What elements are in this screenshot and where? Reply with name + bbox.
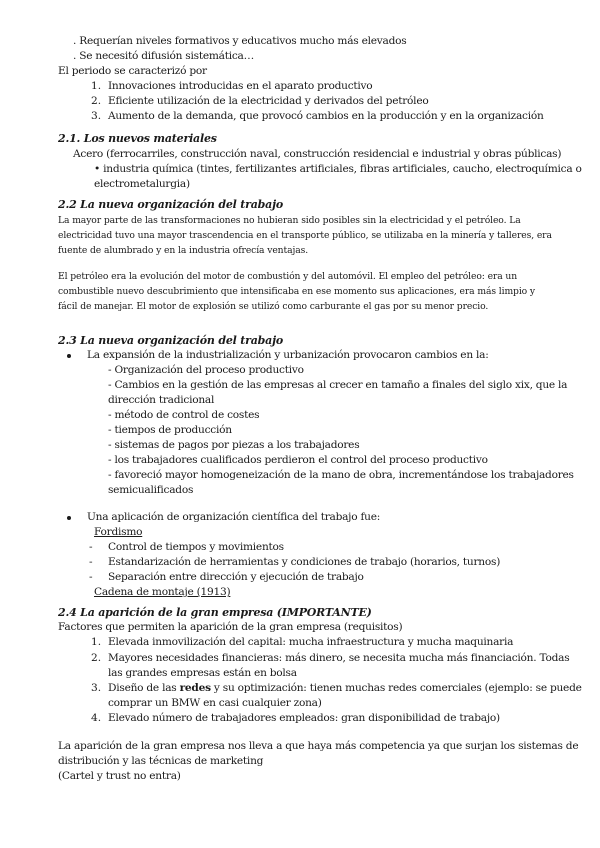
bullet-text: Una aplicación de organización científica del trabajo fue: [87,511,381,523]
redes-bold: redes [179,682,211,694]
dash-mark: - [89,571,93,583]
intro-line-1: . Requerían niveles formativos y educativos mucho más elevados [73,35,407,47]
list-item: Innovaciones introducidas en el aparato productivo [108,80,373,92]
sub-item: - Organización del proceso productivo [108,364,304,376]
intro-line-2: . Se necesitó difusión sistemática… [73,50,254,62]
section-heading-2-2: 2.2 La nueva organización del trabajo [58,198,283,211]
bullet-icon [67,354,71,358]
cadena-label: Cadena de montaje (1913) [94,586,231,598]
sub-item: semicualificados [108,484,194,496]
paragraph-line: electricidad tuvo una mayor trascendencia en el transporte público, se utilizaba en la minería y talleres, era [58,230,552,241]
quimica-line-1: • industria química (tintes, fertilizantes artificiales, fibras artificiales, caucho, electroquímica o [94,163,582,175]
list-item-pre: Diseño de las [108,682,180,694]
paragraph-line: El petróleo era la evolución del motor de combustión y del automóvil. El empleo del petróleo: era un [58,271,518,282]
list-item-cont: comprar un BMW en casi cualquier zona) [108,697,322,709]
list-number: 1. [91,636,102,648]
section-heading-2-1: 2.1. Los nuevos materiales [58,132,217,145]
list-item-cont: las grandes empresas están en bolsa [108,667,297,679]
paragraph-line: fuente de alumbrado y en la industria ofrecía ventajas. [58,245,309,256]
paragraph-line: La mayor parte de las transformaciones no hubieran sido posibles sin la electricidad y el petróleo. La [58,215,521,226]
list-item: Mayores necesidades financieras: más dinero, se necesita mucha más financiación. Todas [108,652,570,664]
section-heading-2-4: 2.4 La aparición de la gran empresa (IMPORTANTE) [58,606,372,619]
sub-item: dirección tradicional [108,394,215,406]
sub-item: - los trabajadores cualificados perdieron el control del proceso productivo [108,454,488,466]
bullet-icon [67,516,71,520]
paragraph-line: combustible nuevo descubrimiento que intensificaba en ese momento sus aplicaciones, era más limpio y [58,286,536,297]
list-number: 1. [91,80,102,92]
list-item: Aumento de la demanda, que provocó cambios en la producción y en la organización [108,110,544,122]
period-label: El periodo se caracterizó por [58,65,207,77]
sub-item: - tiempos de producción [108,424,232,436]
closing-line: (Cartel y trust no entra) [58,770,181,782]
list-number: 3. [91,110,102,122]
list-number: 4. [91,712,102,724]
sub-item: - favoreció mayor homogeneización de la mano de obra, incrementándose los trabajadores [108,469,574,481]
list-item: Elevado número de trabajadores empleados: gran disponibilidad de trabajo) [108,712,500,724]
list-item: Elevada inmovilización del capital: mucha infraestructura y mucha maquinaria [108,636,514,648]
quimica-line-2: electrometalurgia) [94,178,190,190]
closing-line: La aparición de la gran empresa nos lleva a que haya más competencia ya que surjan los sistemas de [58,740,579,752]
list-number: 2. [91,652,102,664]
fordismo-label: Fordismo [94,526,143,538]
closing-line: distribución y las técnicas de marketing [58,755,264,767]
list-item [108,681,582,696]
sub-item: - sistemas de pagos por piezas a los trabajadores [108,439,360,451]
bullet-text: La expansión de la industrialización y urbanización provocaron cambios en la: [87,349,489,361]
factores-line: Factores que permiten la aparición de la gran empresa (requisitos) [58,621,403,633]
paragraph-line: fácil de manejar. El motor de explosión se utilizó como carburante el gas por su menor precio. [58,301,489,312]
list-number: 3. [91,682,102,694]
sub-item: - método de control de costes [108,409,260,421]
acero-line: Acero (ferrocarriles, construcción naval, construcción residencial e industrial y obras públicas) [73,148,562,160]
list-number: 2. [91,95,102,107]
section-heading-2-3: 2.3 La nueva organización del trabajo [58,334,283,347]
list-item: Eficiente utilización de la electricidad y derivados del petróleo [108,95,429,107]
dash-mark: - [89,556,93,568]
sub-item: - Cambios en la gestión de las empresas al crecer en tamaño a finales del siglo xix, que la [108,379,568,391]
dash-item: Separación entre dirección y ejecución de trabajo [108,571,364,583]
list-item-post: y su optimización: tienen muchas redes comerciales (ejemplo: se puede [210,682,582,694]
dash-item: Control de tiempos y movimientos [108,541,284,553]
dash-mark: - [89,541,93,553]
dash-item: Estandarización de herramientas y condiciones de trabajo (horarios, turnos) [108,556,501,568]
